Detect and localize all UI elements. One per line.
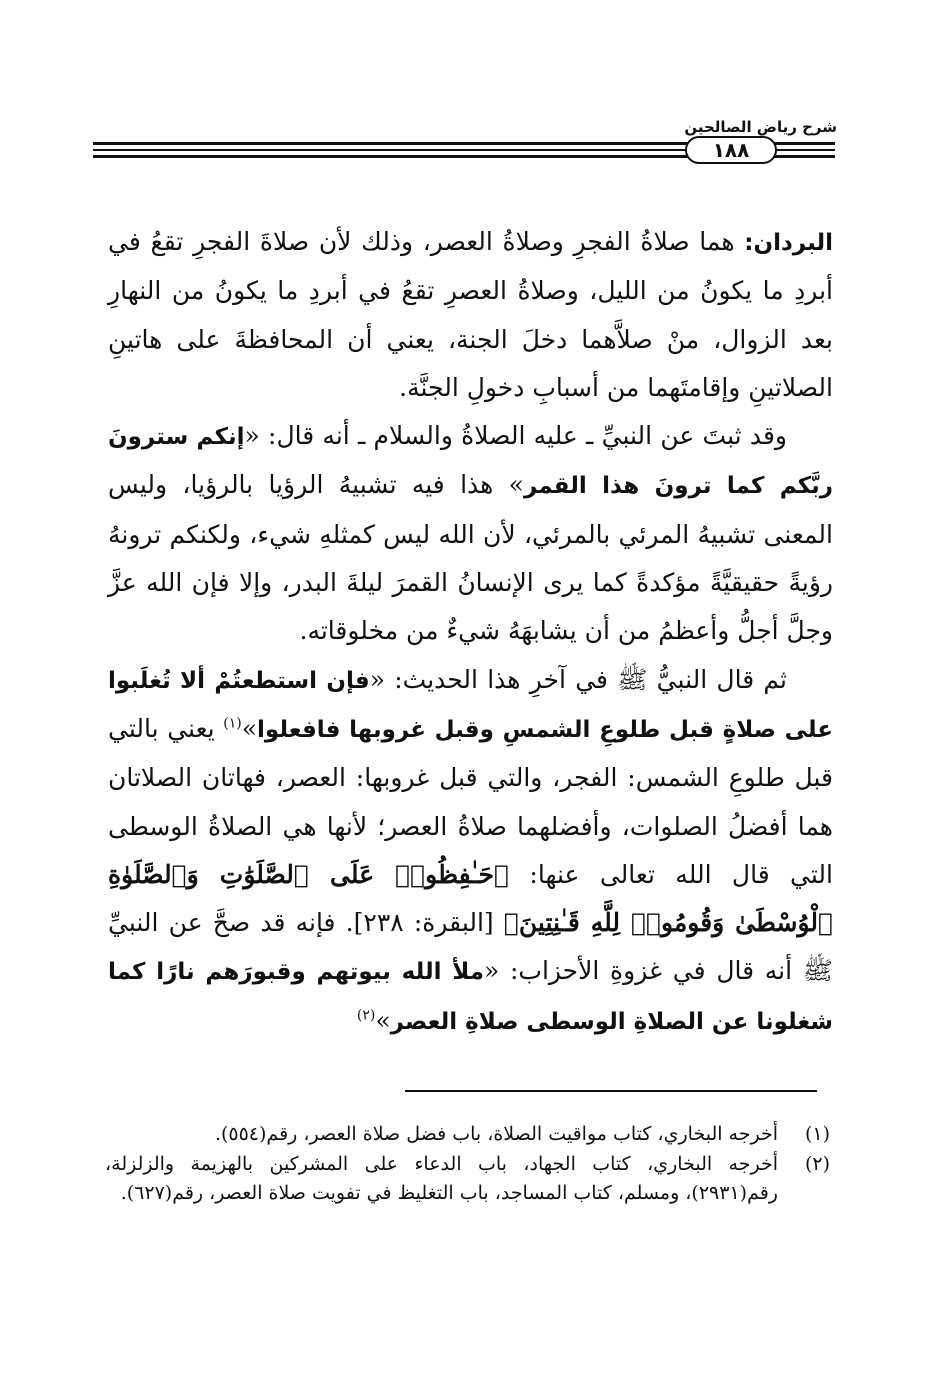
running-title: شرح رياض الصالحين [684, 118, 837, 136]
paragraph-3-text: يعني بالتي قبل طلوعِ الشمس: الفجر، والتي قبل غروبها: العصر، فهاتان الصلاتان هما أفضلُ الصلوات، وأفضلهما صلاةُ العصر؛ لأنها هي الصلاةُ الوسطى التي قال الله تعالى عنها: [108, 713, 833, 889]
paragraph-2 [108, 412, 833, 655]
footnote-text: أخرجه البخاري، كتاب الجهاد، باب الدعاء على المشركين بالهزيمة والزلزلة، رقم(٢٩٣١)، ومسلم، كتاب المساجد، باب التغليظ في تفويت صلاة العصر، رقم(٦٢٧). [105, 1152, 778, 1204]
footnote-divider [405, 1090, 817, 1092]
page-number: ١٨٨ [685, 136, 777, 164]
footnote-number: (١) [804, 1123, 830, 1145]
footnote-ref-2[interactable]: (٢) [356, 1007, 376, 1024]
main-text [108, 218, 833, 1046]
hadith-prayer-before-sunrise: فإن استطعتُمْ ألا تُغلَبوا على صلاةٍ قبل طلوعِ الشمسِ وقبل غروبها فافعلوا [108, 667, 833, 743]
footnotes [105, 1120, 830, 1209]
paragraph-2-text: » هذا فيه تشبيهُ الرؤيا بالرؤيا، وليس المعنى تشبيهُ المرئي بالمرئي، لأن الله ليس كمثلهِ شيء، ولكنكم ترونهُ رؤيةً حقيقيَّةً مؤكدةً كما يرى الإنسانُ القمرَ ليلةَ البدر، وإلا فإن الله عزَّ وجلَّ أجلُّ وأعظمُ من أن يشابهَهُ شيءٌ من مخلوقاته. [108, 470, 833, 646]
hadith-2-close-quote: » [375, 1005, 391, 1035]
paragraph-1-text: هما صلاةُ الفجرِ وصلاةُ العصر، وذلك لأن صلاةَ الفجرِ تقعُ في أبردِ ما يكونُ من الليل، وصلاةُ العصرِ تقعُ في أبردِ ما يكونُ من النهارِ بعد الزوال، منْ صلاَّهما دخلَ الجنة، يعني أن المحافظةَ على هاتينِ الصلاتينِ وإقامتَهما من أسبابِ دخولِ الجنَّة. [108, 227, 833, 402]
footnote-number: (٢) [804, 1152, 830, 1175]
paragraph-3 [108, 656, 833, 1046]
hadith-seeing-lord: إنكم سترونَ ربَّكم كما ترونَ هذا القمر [108, 424, 833, 500]
paragraph-2-intro: وقد ثبتَ عن النبيِّ ـ عليه الصلاةُ والسلام ـ أنه قال: « [244, 421, 787, 451]
term-bardan: البردان: [744, 230, 833, 256]
footnote-1 [105, 1120, 830, 1150]
quran-verse: ﴿حَـٰفِظُوا۟ عَلَى ٱلصَّلَوَٰتِ وَٱلصَّلَوٰةِ ٱلْوُسْطَىٰ وَقُومُوا۟ لِلَّهِ قَـٰنِتِينَ﴾ [108, 859, 833, 938]
footnote-ref-1[interactable]: (١) [223, 715, 242, 732]
hadith-ahzab: ملأ الله بيوتهم وقبورَهم نارًا كما شغلونا عن الصلاةِ الوسطى صلاةِ العصر [108, 959, 833, 1035]
footnote-text: أخرجه البخاري، كتاب مواقيت الصلاة، باب فضل صلاة العصر، رقم(٥٥٤). [214, 1123, 778, 1145]
footnote-2 [105, 1150, 830, 1209]
paragraph-1 [108, 218, 833, 412]
verse-reference: [البقرة: ٢٣٨]. فإنه قد صحَّ عن النبيِّ ﷺ أنه قال في غزوةِ الأحزاب: « [108, 908, 833, 986]
hadith-close-quote: » [241, 713, 258, 743]
paragraph-3-intro: ثم قال النبيُّ ﷺ في آخرِ هذا الحديث: « [369, 664, 788, 694]
